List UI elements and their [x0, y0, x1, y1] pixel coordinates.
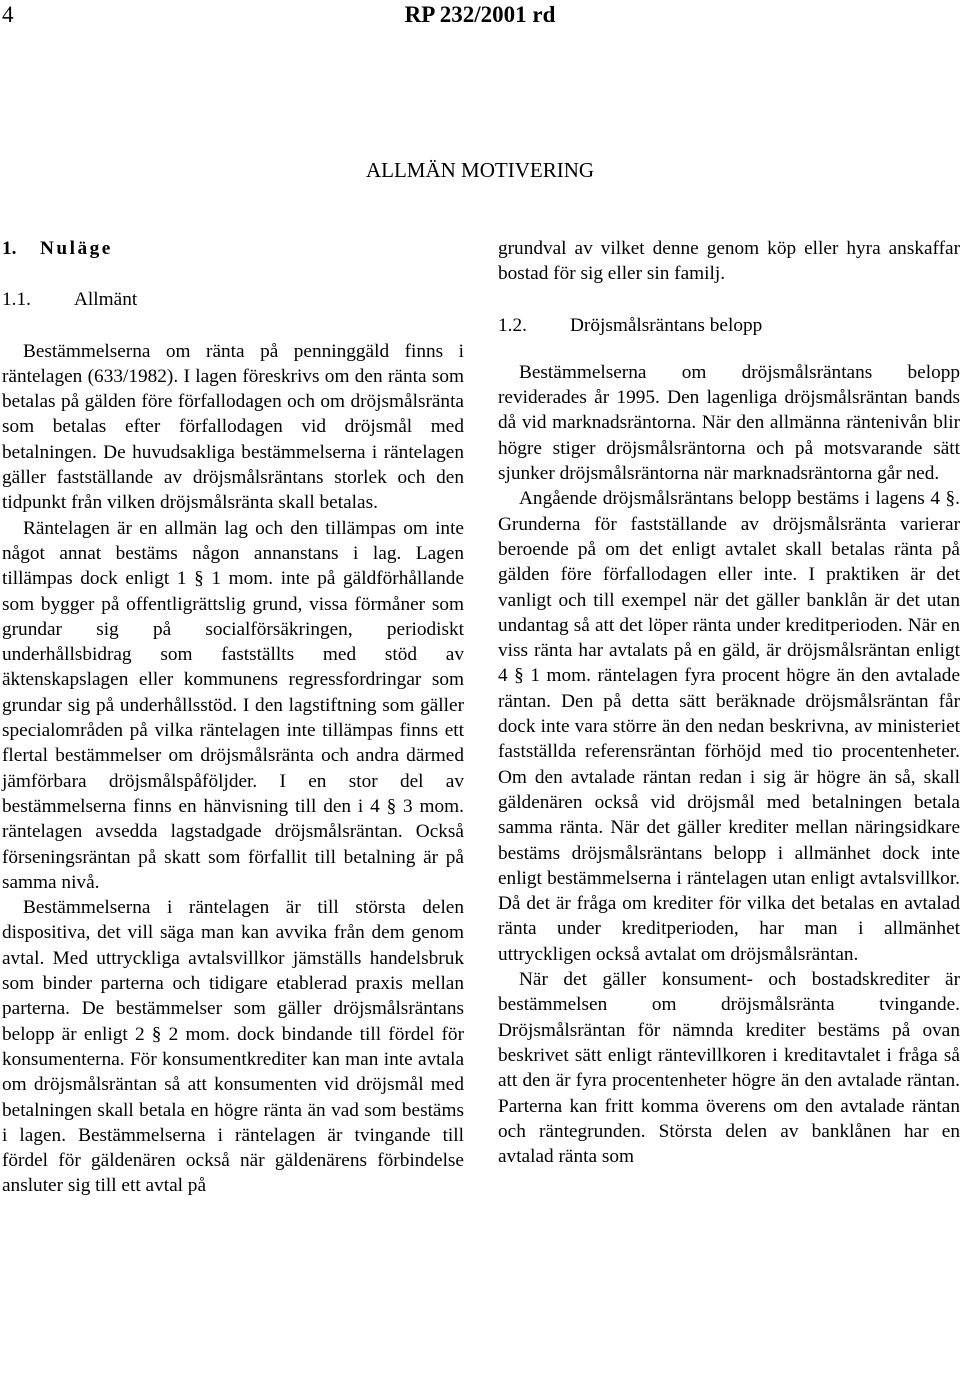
paragraph-continuation: grundval av vilket denne genom köp eller hyra anskaffar bostad för sig eller sin familj.: [498, 238, 960, 285]
page-header: [0, 0, 960, 40]
section-title: Dröjsmålsräntans belopp: [570, 314, 763, 336]
page-number: 4: [2, 2, 14, 27]
left-column: [2, 236, 464, 1199]
right-column: [498, 236, 960, 1169]
section-number: 1.1.: [2, 289, 31, 311]
section-title: Nuläge: [40, 238, 113, 259]
section-heading-1-2: [498, 313, 960, 338]
paragraph: Bestämmelserna om ränta på penninggäld finns i räntelagen (633/1982). I lagen föreskrivs om den ränta som betalas på gälden före förfallodagen och om dröjsmålsränta som betalas efter förfallodagen vid dröjsmål med betalningen. De huvudsakliga bestämmelserna i räntelagen gäller fastställande av dröjsmålsräntans storlek och den tidpunkt från vilken dröjsmålsränta skall betalas.: [2, 340, 464, 514]
paragraph: Angående dröjsmålsräntans belopp bestäms i lagens 4 §. Grunderna för fastställande av dröjsmålsränta varierar beroende på om det enligt avtalet skall betalas ränta på gälden före förfallodagen eller inte. I praktiken är det vanligt och till exempel när det gäller banklån är det utan undantag så att det löper ränta under kreditperioden. När en viss ränta har avtalats på en gäld, är dröjsmålsräntan enligt 4 § 1 mom. räntelagen fyra procent högre än den avtalade räntan. Den på detta sätt beräknade dröjsmålsräntan får dock inte vara större än den nedan beskrivna, av ministeriet fastställda referensräntan förhöjd med tio procentenheter. Om den avtalade räntan redan i sig är högre än så, skall gäldenären också vid dröjsmål med betalningen betala samma ränta. När det gäller krediter mellan näringsidkare bestäms dröjsmålsräntans belopp i allmänhet dock inte enligt bestämmelserna i räntelagen utan enligt avtalsvillkor. Då det är fråga om krediter för vilka det betalas en avtalad ränta under kreditperioden, har man i allmänhet uttryckligen också avtalat om dröjsmålsräntan.: [498, 488, 960, 965]
section-heading-1-1: [2, 287, 464, 312]
section-number: 1.2.: [498, 314, 527, 336]
section-number: 1.: [2, 238, 17, 259]
section-title: Allmänt: [74, 289, 138, 311]
document-reference: RP 232/2001 rd: [404, 2, 556, 27]
paragraph: När det gäller konsument- och bostadskrediter är bestämmelsen om dröjsmålsränta tvingande. Dröjsmålsräntan för nämnda krediter bestäms på ovan beskrivet sätt enligt räntevillkoren i kreditavtalet i fråga så att den är fyra procentenheter högre än den avtalade räntan. Parterna kan fritt komma överens om den avtalade räntan och räntegrunden. Största delen av banklånen har en avtalad ränta som: [498, 969, 960, 1168]
main-heading: ALLMÄN MOTIVERING: [365, 158, 595, 182]
paragraph: Bestämmelserna om dröjsmålsräntans belopp reviderades år 1995. Den lagenliga dröjsmålsräntan bands då vid marknadsräntorna. När den allmänna räntenivån blir högre stiger dröjsmålsräntorna och på motsvarande sätt sjunker dröjsmålsräntorna när marknadsräntorna går ned.: [498, 361, 960, 485]
paragraph: Räntelagen är en allmän lag och den tillämpas om inte något annat bestäms någon annanstans i lag. Lagen tillämpas dock enligt 1 § 1 mom. inte på gäldförhållande som bygger på offentligrättslig grund, vissa förmåner som grundar sig på socialförsäkringen, periodiskt underhållsbidrag som fastställts med stöd av äktenskapslagen eller kommunens regressfordringar som grundar sig på underhållsstöd. I den lagstiftning som gäller specialområden på vilka räntelagen inte tillämpas finns ett flertal bestämmelser om dröjsmålsränta och andra därmed jämförbara dröjsmålspåföljder. I en stor del av bestämmelserna finns en hänvisning till den i 4 § 3 mom. räntelagen avsedda lagstadgade dröjsmålsräntan. Också förseningsräntan på skatt som förfallit till betalning är på samma nivå.: [2, 517, 464, 893]
section-heading-1: [2, 236, 464, 261]
paragraph: Bestämmelserna i räntelagen är till största delen dispositiva, det vill säga man kan avvika från dem genom avtal. Med uttryckliga avtalsvillkor jämställs handelsbruk som binder parterna och tidigare etablerad praxis mellan parterna. De bestämmelser som gäller dröjsmålsräntans belopp är enligt 2 § 2 mom. dock bindande till fördel för konsumenterna. För konsumentkrediter kan man inte avtala om dröjsmålsräntan så att konsumenten vid dröjsmål med betalningen skall betala en högre ränta än vad som bestäms i lagen. Bestämmelserna i räntelagen är tvingande till fördel för gäldenären också när gäldenärens förbindelse ansluter sig till ett avtal på: [2, 897, 464, 1197]
